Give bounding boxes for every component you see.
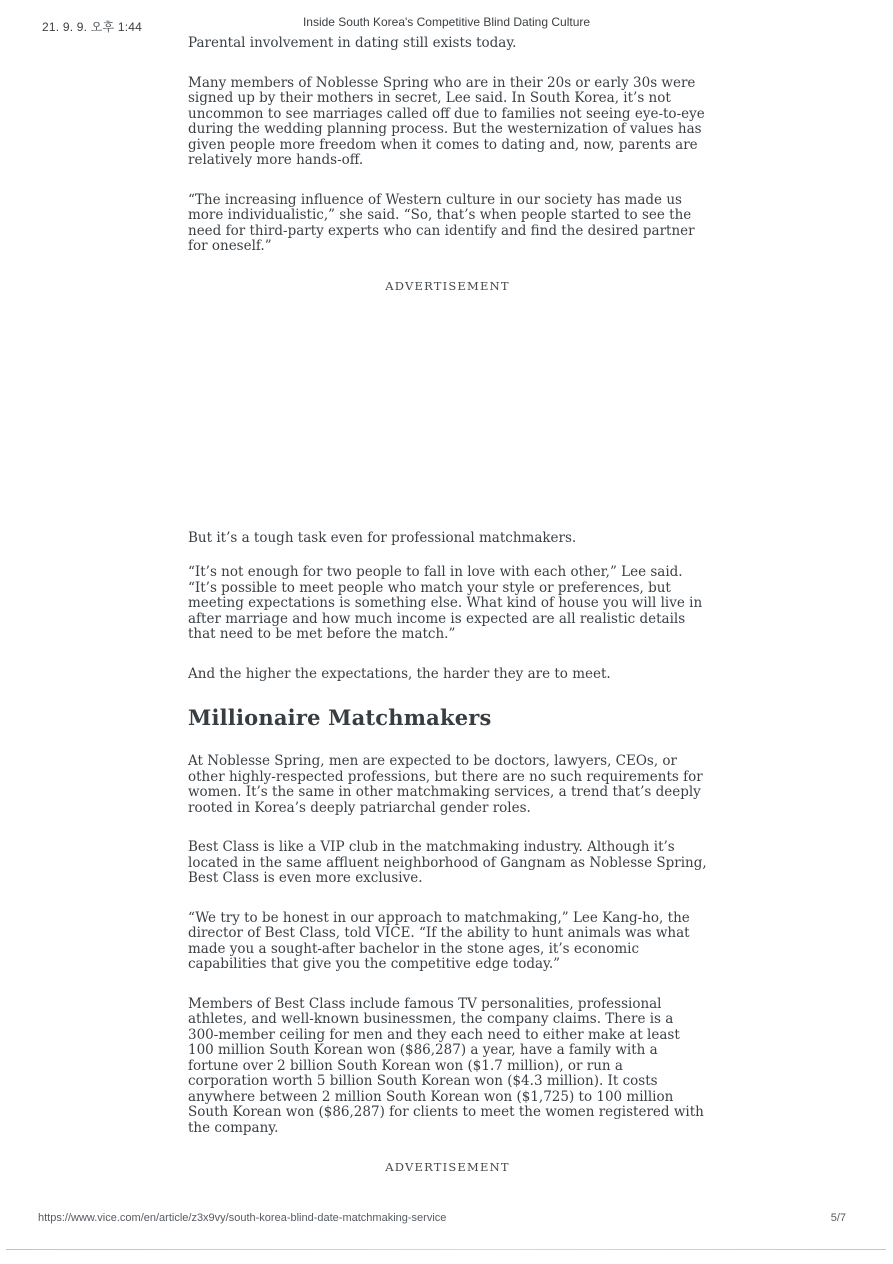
empty-ad-slot bbox=[188, 293, 707, 531]
print-timestamp: 21. 9. 9. 오후 1:44 bbox=[42, 20, 142, 34]
paragraph-quote: “It’s not enough for two people to fall in love with each other,” Lee said. “It’s possible to meet people who match your style or preferences, but meeting expectations is something else. What kind of house you will live in after marriage and how much income is expected are all realistic details that need to be met before the match.” bbox=[188, 564, 703, 642]
scan-artifact-line bbox=[6, 1249, 886, 1250]
advertisement-label-top: ADVERTISEMENT bbox=[385, 278, 510, 293]
document-title: Inside South Korea's Competitive Blind Dating Culture bbox=[302, 15, 591, 29]
paragraph: Many members of Noblesse Spring who are in their 20s or early 30s were signed up by their mothers in secret, Lee said. In South Korea, it’s not uncommon to see marriages called off due to families not seeing eye-to-eye during the wedding planning process. But the westernization of values has given people more freedom when it comes to dating and, now, parents are relatively more hands-off. bbox=[188, 74, 705, 168]
paragraph: Best Class is like a VIP club in the matchmaking industry. Although it’s located in the same affluent neighborhood of Gangnam as Noblesse Spring, Best Class is even more exclusive. bbox=[188, 839, 707, 886]
paragraph: At Noblesse Spring, men are expected to be doctors, lawyers, CEOs, or other highly-respected professions, but there are no such requirements for women. It’s the same in other matchmaking services, a trend that’s deeply rooted in Korea’s deeply patriarchal gender roles. bbox=[188, 753, 703, 816]
paragraph: And the higher the expectations, the harder they are to meet. bbox=[188, 665, 611, 682]
article-body bbox=[188, 0, 707, 1174]
paragraph: Members of Best Class include famous TV personalities, professional athletes, and well-known businessmen, the company claims. There is a 300-member ceiling for men and they each need to either make at least 100 million South Korean won ($86,287) a year, have a family with a fortune over 2 billion South Korean won ($1.7 million), or run a corporation worth 5 billion South Korean won ($4.3 million). It costs anywhere between 2 million South Korean won ($1,725) to 100 million South Korean won ($86,287) for clients to meet the women registered with the company. bbox=[188, 995, 704, 1136]
paragraph-quote: “We try to be honest in our approach to matchmaking,” Lee Kang-ho, the director of Best Class, told VICE. “If the ability to hunt animals was what made you a sought-after bachelor in the stone ages, it’s economic capabilities that give you the competitive edge today.” bbox=[188, 909, 690, 972]
page-number: 5/7 bbox=[830, 1212, 846, 1224]
paragraph: But it’s a tough task even for professional matchmakers. bbox=[188, 529, 577, 546]
source-url: https://www.vice.com/en/article/z3x9vy/south-korea-blind-date-matchmaking-service bbox=[38, 1212, 447, 1224]
paragraph-quote: “The increasing influence of Western culture in our society has made us more individualistic,” she said. “So, that’s when people started to see the need for third-party experts who can identify and find the desired partner for oneself.” bbox=[188, 191, 695, 254]
advertisement-label-bottom: ADVERTISEMENT bbox=[385, 1160, 510, 1174]
section-heading: Millionaire Matchmakers bbox=[188, 705, 492, 730]
paragraph-lead: Parental involvement in dating still exists today. bbox=[188, 35, 517, 51]
